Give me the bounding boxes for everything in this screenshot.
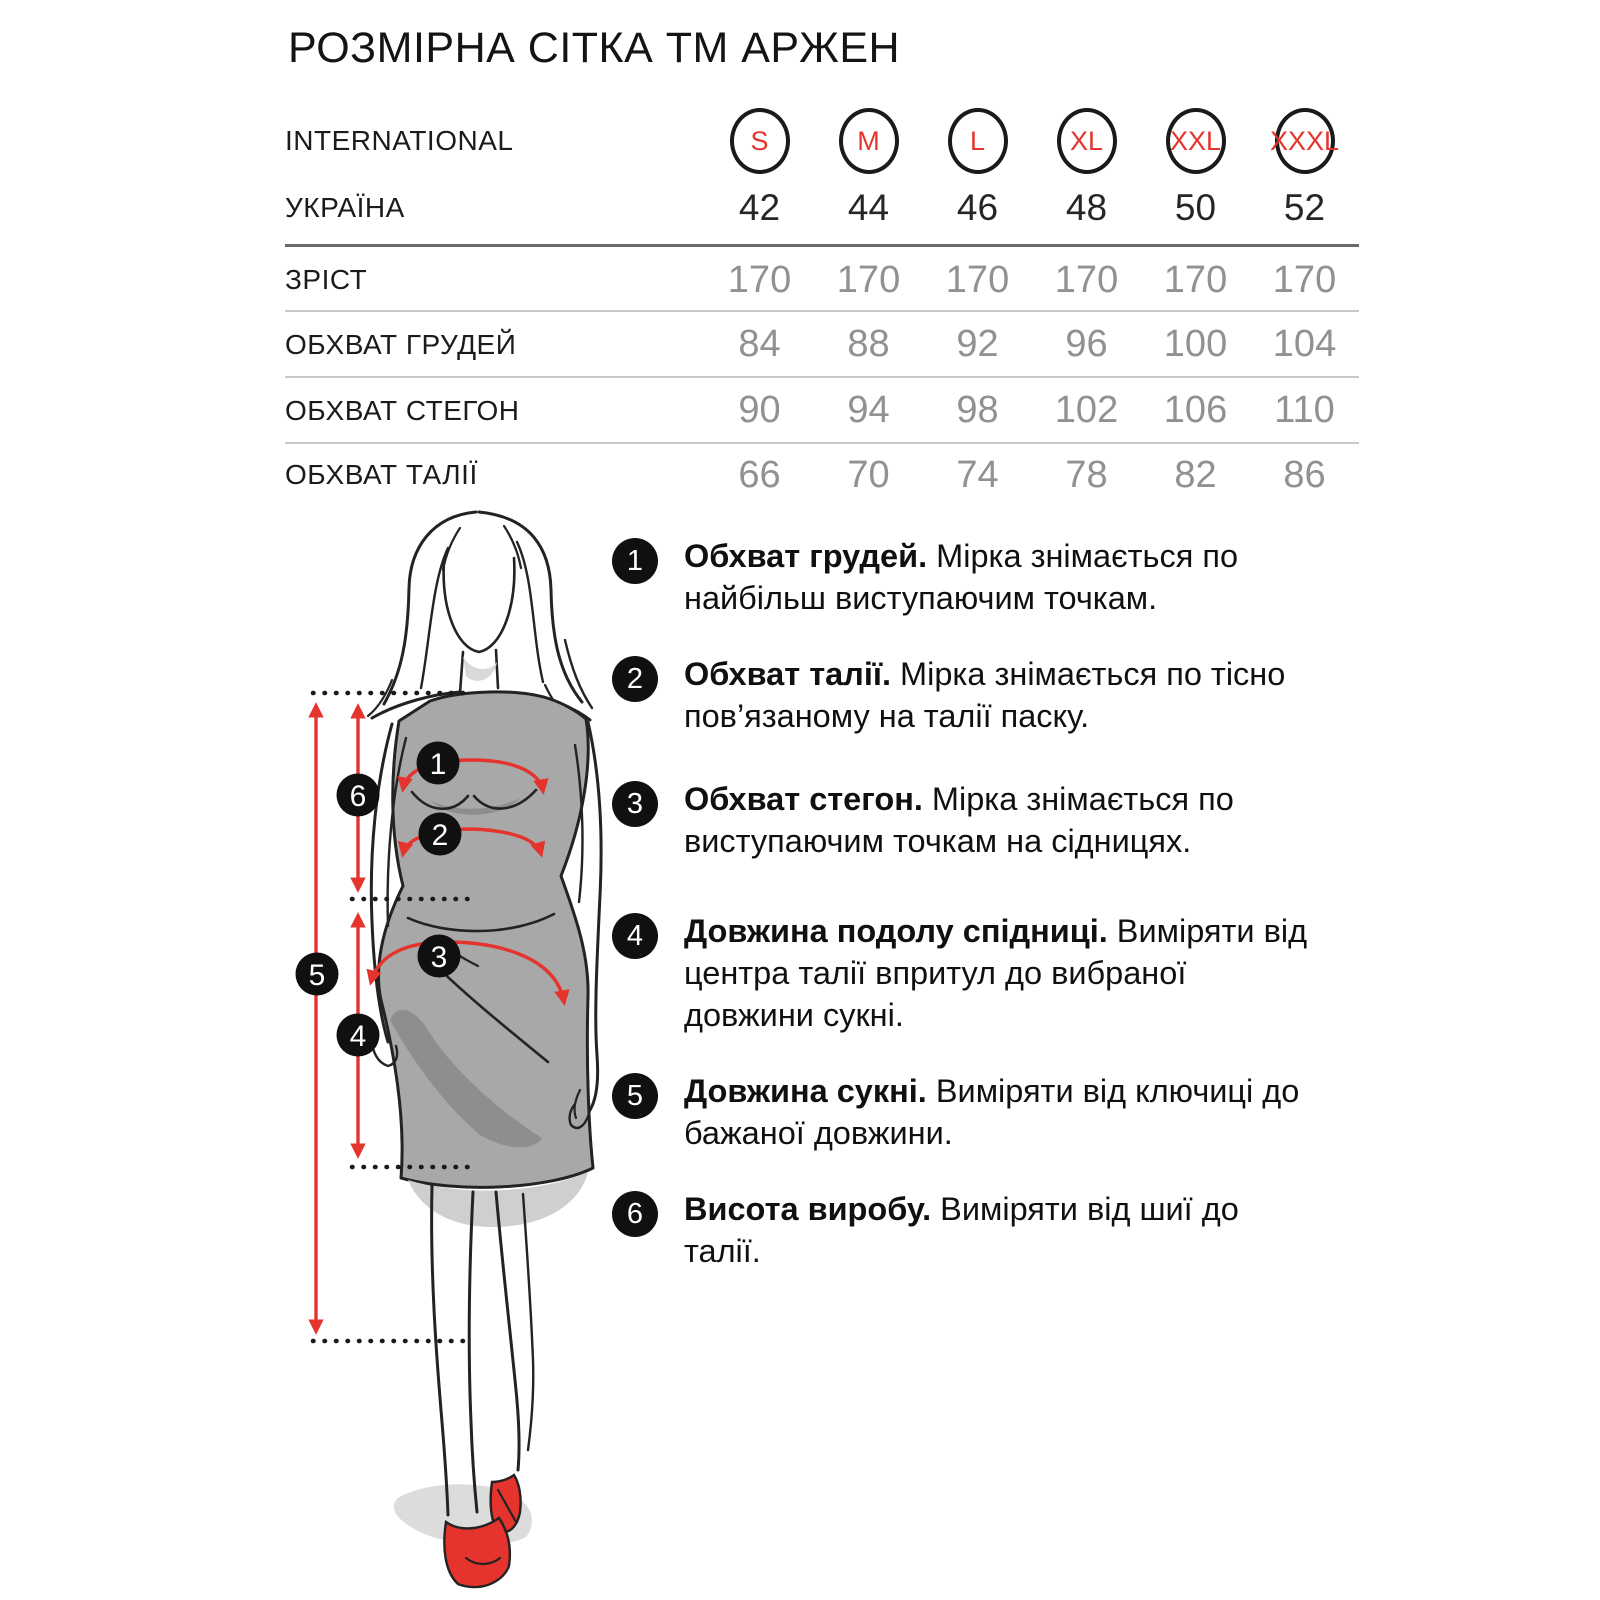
cell-value: 78 [1065,453,1108,496]
figure-marker-4 [337,1014,380,1057]
legend-item-1 [612,535,1324,619]
legend-item-text: Виміряти від центра талії впритул до вибраної довжини сукні. [684,913,1308,1033]
table-divider-dark [285,244,1359,247]
legend-item-6 [612,1188,1324,1272]
cell-value: 74 [956,453,999,496]
svg-text:1: 1 [429,748,447,781]
size-table [285,108,1359,505]
cell-value: 66 [738,453,781,496]
cell-value: 170 [836,258,901,301]
legend-item-title: Обхват грудей. [684,538,928,574]
legend-item-text: Виміряти від шиї до талії. [684,1191,1239,1269]
cell-value: 92 [956,323,999,365]
legend-item-2 [612,653,1324,737]
legend-item-title: Висота виробу. [684,1191,932,1227]
row-label-international: INTERNATIONAL [285,125,514,156]
row-label-waist: ОБХВАТ ТАЛІЇ [285,459,478,490]
row-label-chest: ОБХВАТ ГРУДЕЙ [285,328,517,360]
svg-text:4: 4 [349,1020,367,1053]
size-badge-xxl: XXL [1166,108,1226,174]
legend-number-badge: 6 [612,1191,658,1237]
legend-item-title: Обхват талії. [684,656,892,692]
cell-value: 86 [1283,453,1326,496]
svg-text:5: 5 [308,959,326,992]
ukraine-size: 44 [847,187,890,228]
svg-text:3: 3 [430,941,448,974]
cell-value: 110 [1274,389,1335,431]
svg-text:2: 2 [431,819,449,852]
cell-value: 104 [1272,323,1337,365]
ukraine-size: 48 [1065,187,1108,228]
figure-marker-1 [417,742,460,785]
table-row-chest [285,313,1359,376]
cell-value: 100 [1163,323,1228,365]
cell-value: 170 [727,258,792,301]
cell-value: 98 [956,389,999,431]
cell-value: 88 [847,323,890,365]
woman-figure-illustration [280,490,660,1600]
table-row-height [285,250,1359,310]
legend-item-4 [612,910,1324,1036]
row-label-ukraine: УКРАЇНА [285,192,405,223]
ukraine-size: 42 [738,187,781,228]
table-row-international [285,108,1359,174]
table-divider-light [285,442,1359,444]
legend-number-badge: 5 [612,1073,658,1119]
figure-marker-2 [419,813,462,856]
row-label-height: ЗРІСТ [285,264,368,295]
size-badge-xl: XL [1057,108,1117,174]
legend-item-3 [612,778,1324,862]
cell-value: 70 [847,453,890,496]
cell-value: 94 [847,389,890,431]
ukraine-size: 46 [956,187,999,228]
legend-item-text: Мірка знімається по тісно пов’язаному на талії паску. [684,656,1286,734]
legend-item-title: Обхват стегон. [684,781,923,817]
table-divider-light [285,376,1359,378]
legend-number-badge: 1 [612,538,658,584]
legend-number-badge: 4 [612,913,658,959]
figure-marker-6 [337,774,380,817]
cell-value: 90 [738,389,781,431]
legend-item-5 [612,1070,1324,1154]
size-badge-m: M [839,108,899,174]
size-badge-xxxl: XXXL [1275,108,1335,174]
ukraine-size: 52 [1283,187,1326,228]
cell-value: 106 [1163,389,1228,431]
legend-item-text: Мірка знімається по найбільш виступаючим точкам. [684,538,1239,616]
legend-item-title: Довжина подолу спідниці. [684,913,1108,949]
row-label-hips: ОБХВАТ СТЕГОН [285,394,520,426]
cell-value: 170 [1272,258,1337,301]
table-row-hips [285,379,1359,442]
cell-value: 170 [945,258,1010,301]
figure-marker-3 [418,935,461,978]
svg-text:6: 6 [349,780,367,813]
cell-value: 96 [1065,323,1108,365]
ukraine-size: 50 [1174,187,1217,228]
cell-value: 84 [738,323,781,365]
table-divider-light [285,310,1359,312]
cell-value: 170 [1054,258,1119,301]
cell-value: 82 [1174,453,1217,496]
woman-sketch [368,512,601,1587]
table-row-ukraine [285,174,1359,242]
size-badge-l: L [948,108,1008,174]
cell-value: 102 [1054,389,1119,431]
cell-value: 170 [1163,258,1228,301]
legend-item-text: Мірка знімається по виступаючим точкам на сідницях. [684,781,1234,859]
page-title: РОЗМІРНА СІТКА ТМ АРЖЕН [288,24,901,72]
legend-number-badge: 3 [612,781,658,827]
size-badge-s: S [730,108,790,174]
legend-item-text: Виміряти від ключиці до бажаної довжини. [684,1073,1300,1151]
legend-number-badge: 2 [612,656,658,702]
figure-marker-5 [296,953,339,996]
legend-item-title: Довжина сукні. [684,1073,927,1109]
